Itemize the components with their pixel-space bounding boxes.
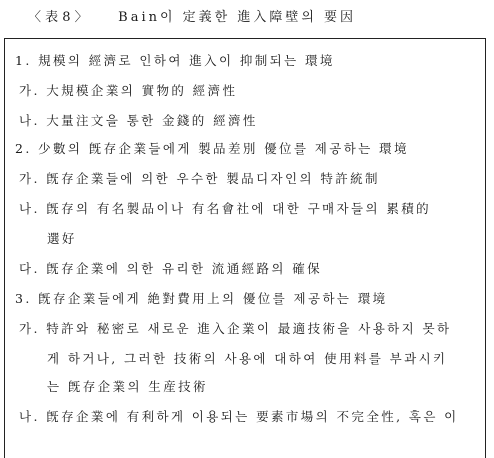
item-1-sub-a: 가. 大規模企業의 實物的 經濟性: [19, 83, 238, 98]
table-title: Bain이 定義한 進入障壁의 要因: [118, 10, 357, 25]
item-3-sub-a-continued-2: 는 旣存企業의 生産技術: [47, 379, 208, 394]
item-3-sub-a-continued-1: 게 하거나, 그러한 技術의 사용에 대하여 使用料를 부과시키: [47, 351, 448, 366]
item-3-heading: 3. 旣存企業들에게 絶對費用上의 優位를 제공하는 環境: [15, 291, 388, 306]
table-caption: [28, 6, 356, 25]
item-2-heading: 2. 少數의 旣存企業들에게 製品差別 優位를 제공하는 環境: [15, 141, 409, 156]
item-2-sub-c: 다. 旣存企業에 의한 유리한 流通經路의 確保: [19, 261, 323, 276]
item-1-sub-b: 나. 大量注文을 통한 金錢的 經濟性: [19, 113, 258, 128]
item-1-heading: 1. 規模의 經濟로 인하여 進入이 抑制되는 環境: [15, 53, 335, 68]
item-3-sub-a: 가. 特許와 秘密로 새로운 進入企業이 最適技術을 사용하지 못하: [19, 321, 452, 336]
item-3-sub-b: 나. 旣存企業에 有利하게 이용되는 要素市場의 不完全性, 혹은 이: [19, 409, 459, 424]
table-number: 〈 表 8 〉: [28, 10, 88, 25]
item-2-sub-a: 가. 旣存企業들에 의한 우수한 製品디자인의 特許統制: [19, 171, 380, 186]
item-2-sub-b-continued: 選好: [47, 231, 77, 246]
item-2-sub-b: 나. 旣存의 有名製品이나 有名會社에 대한 구매자들의 累積的: [19, 201, 432, 216]
content-box: [4, 38, 486, 458]
